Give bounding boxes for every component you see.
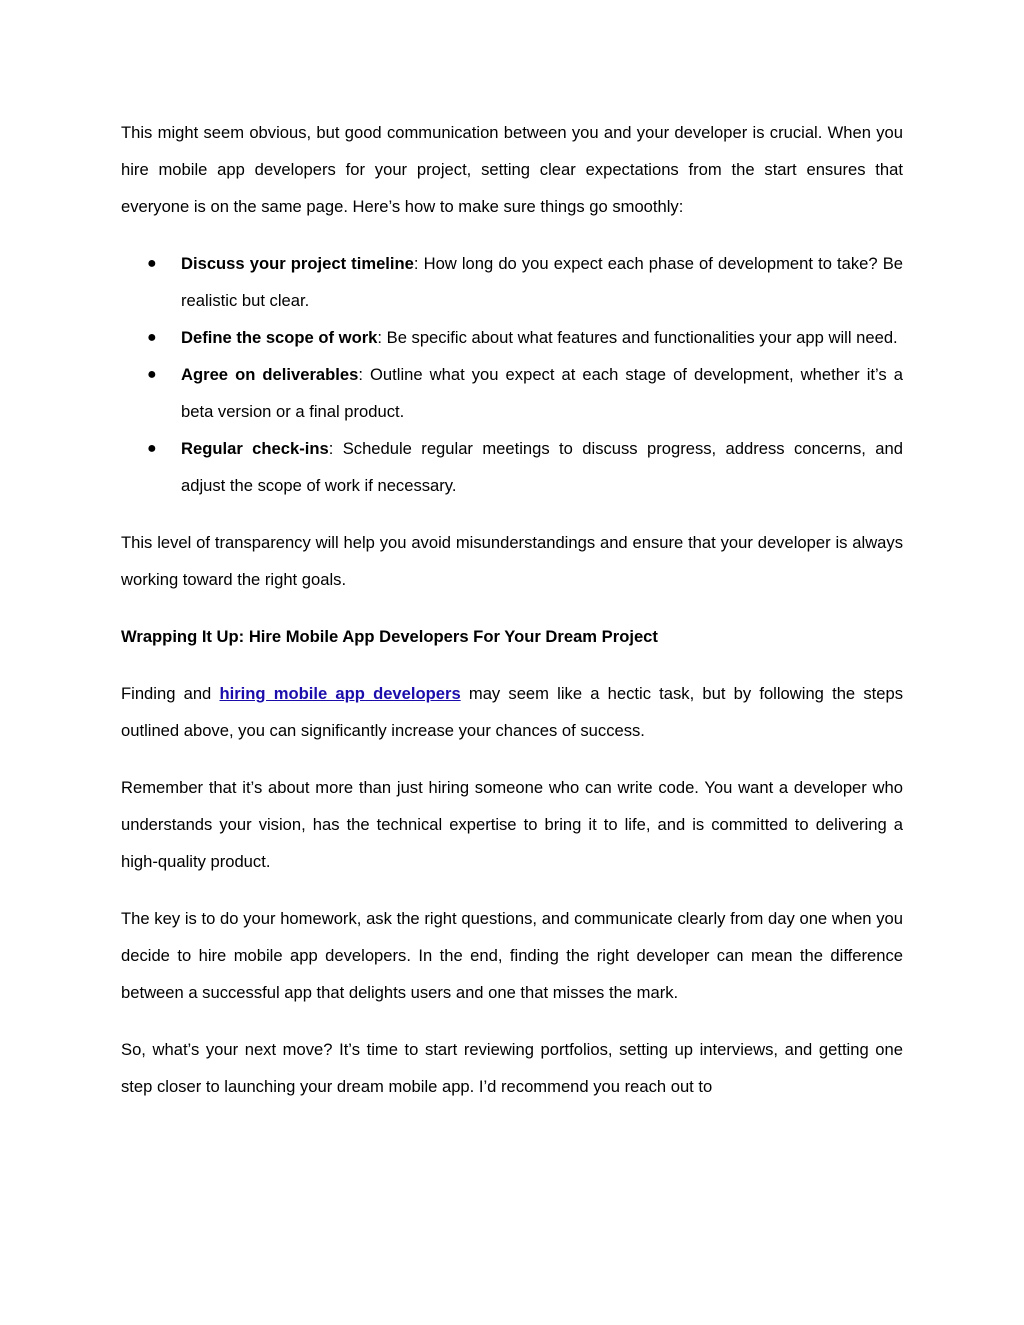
list-item bbox=[121, 430, 903, 504]
list-item-text: : Schedule regular meetings to discuss progress, address concerns, and adjust the scope of work if necessary. bbox=[181, 439, 903, 495]
hire-developers-link[interactable]: hiring mobile app developers bbox=[219, 684, 461, 703]
bullet-icon: ● bbox=[147, 440, 157, 457]
finding-suffix: may seem like a hectic task, but by following the steps outlined above, you can significantly increase your chances of success. bbox=[121, 684, 904, 740]
document-page bbox=[121, 114, 903, 1125]
finding-prefix: Finding and bbox=[121, 684, 220, 703]
list-item bbox=[121, 356, 903, 430]
section-heading: Wrapping It Up: Hire Mobile App Developers For Your Dream Project bbox=[121, 627, 658, 646]
remember-paragraph: Remember that it’s about more than just hiring someone who can write code. You want a developer who understands your vision, has the technical expertise to bring it to life, and is committed to delivering a high-quality product. bbox=[121, 778, 903, 871]
list-item bbox=[121, 319, 903, 356]
list-item-title: Agree on deliverables bbox=[181, 365, 359, 384]
list-item bbox=[121, 245, 903, 319]
bullet-icon: ● bbox=[147, 255, 157, 272]
finding-paragraph bbox=[121, 675, 903, 749]
bullet-icon: ● bbox=[147, 366, 157, 383]
list-item-text: : Outline what you expect at each stage of development, whether it’s a beta version or a final product. bbox=[181, 365, 903, 421]
list-item-text: : How long do you expect each phase of development to take? Be realistic but clear. bbox=[181, 254, 903, 310]
key-paragraph: The key is to do your homework, ask the right questions, and communicate clearly from day one when you decide to hire mobile app developers. In the end, finding the right developer can mean the difference between a successful app that delights users and one that misses the mark. bbox=[121, 909, 903, 1002]
list-item-title: Define the scope of work bbox=[181, 328, 378, 347]
next-move-paragraph: So, what’s your next move? It’s time to start reviewing portfolios, setting up interviews, and getting one step closer to launching your dream mobile app. I’d recommend you reach out to bbox=[121, 1040, 903, 1096]
expectations-list bbox=[121, 245, 903, 504]
list-item-text: : Be specific about what features and functionalities your app will need. bbox=[377, 328, 898, 347]
intro-paragraph: This might seem obvious, but good communication between you and your developer is crucial. When you hire mobile app developers for your project, setting clear expectations from the start ensures that everyone is on the same page. Here’s how to make sure things go smoothly: bbox=[121, 123, 903, 216]
transparency-paragraph: This level of transparency will help you avoid misunderstandings and ensure that your developer is always working toward the right goals. bbox=[121, 533, 903, 589]
list-item-title: Discuss your project timeline bbox=[181, 254, 414, 273]
bullet-icon: ● bbox=[147, 329, 157, 346]
list-item-title: Regular check-ins bbox=[181, 439, 329, 458]
